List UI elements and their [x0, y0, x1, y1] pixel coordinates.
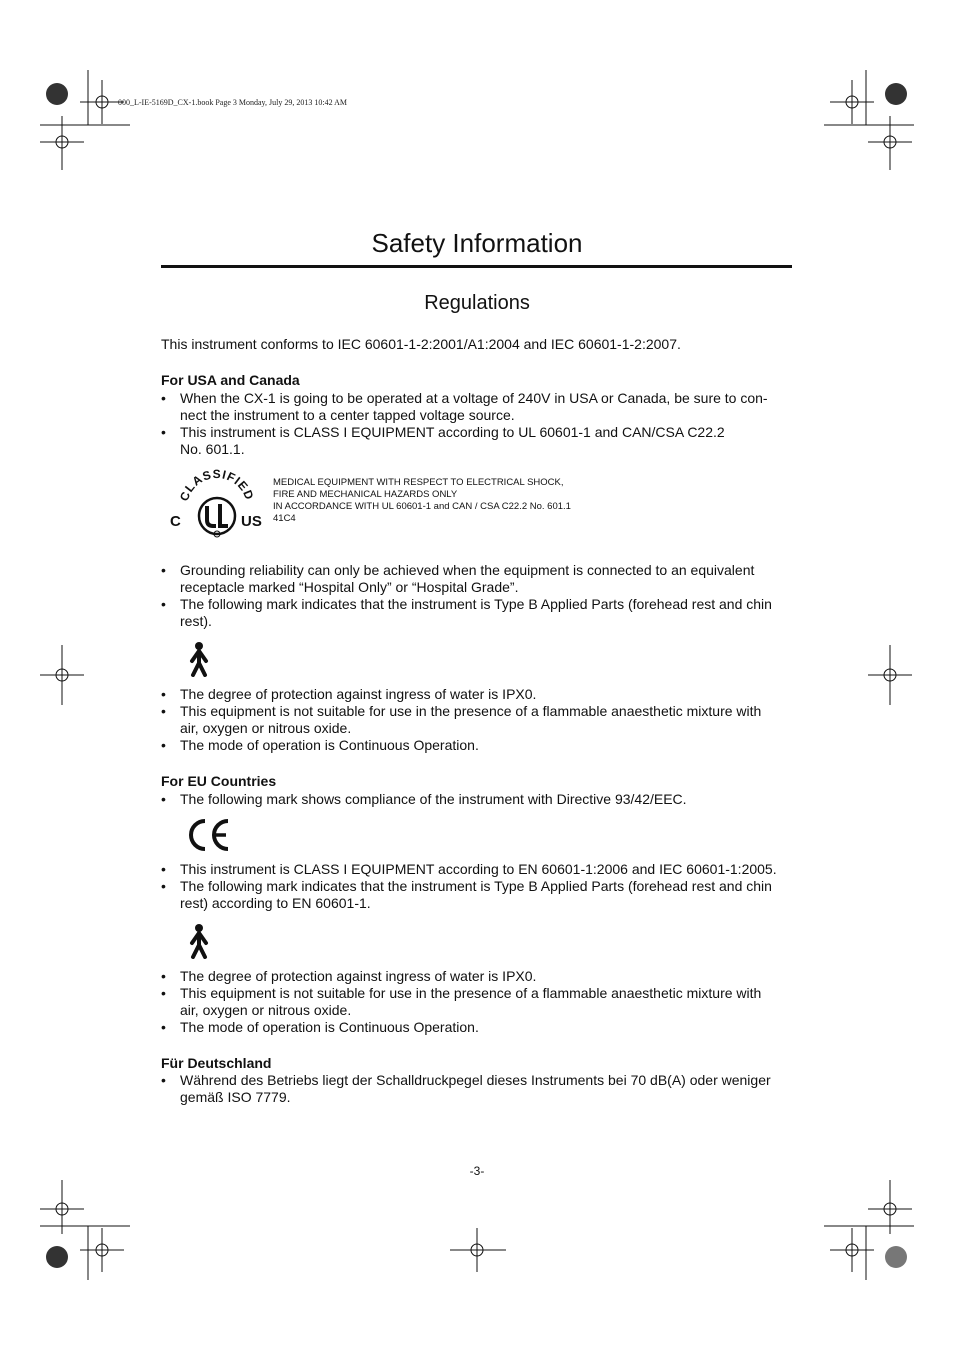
eu-heading: For EU Countries	[161, 773, 277, 789]
ul-classified-mark	[169, 468, 264, 540]
ul-mark-text	[273, 477, 571, 525]
type-b-applied-part-icon	[186, 923, 212, 959]
bullet-item: • The mode of operation is Continuous Operation.	[161, 1019, 801, 1036]
svg-text:C: C	[170, 513, 181, 530]
bullet-item: • The degree of protection against ingress of water is IPX0.	[161, 968, 801, 985]
bullet-item: • Während des Betriebs liegt der Schalldruckpegel dieses Instruments bei 70 dB(A) oder weniger gemäß ISO 7779.	[161, 1072, 801, 1106]
bullet-item: • This instrument is CLASS I EQUIPMENT according to EN 60601-1:2006 and IEC 60601-1:2005.	[161, 861, 801, 878]
intro-paragraph: This instrument conforms to IEC 60601-1-2:2001/A1:2004 and IEC 60601-1-2:2007.	[161, 336, 681, 352]
ul-mark-line: FIRE AND MECHANICAL HAZARDS ONLY	[273, 489, 458, 500]
bullet-item: • The degree of protection against ingress of water is IPX0.	[161, 686, 801, 703]
bullet-item: • The following mark indicates that the instrument is Type B Applied Parts (forehead rest and chin rest) according to EN 60601-1.	[161, 878, 801, 912]
bullet-item: • The following mark indicates that the instrument is Type B Applied Parts (forehead rest and chin rest).	[161, 596, 801, 630]
bullet-item: • This instrument is CLASS I EQUIPMENT according to UL 60601-1 and CAN/CSA C22.2 No. 601.1.	[161, 424, 801, 458]
bullet-item: • The following mark shows compliance of the instrument with Directive 93/42/EEC.	[161, 791, 801, 808]
eu-bullets-b	[161, 861, 801, 912]
usa-bullets-c	[161, 686, 801, 754]
eu-bullets-a	[161, 791, 801, 808]
print-header: 000_L-IE-5169D_CX-1.book Page 3 Monday, July 29, 2013 10:42 AM	[118, 98, 348, 107]
ul-mark-line: MEDICAL EQUIPMENT WITH RESPECT TO ELECTRICAL SHOCK,	[273, 477, 564, 488]
bullet-item: • This equipment is not suitable for use in the presence of a flammable anaesthetic mixture with air, oxygen or nitrous oxide.	[161, 703, 801, 737]
ul-mark-line: IN ACCORDANCE WITH UL 60601-1 and CAN / CSA C22.2 No. 601.1	[273, 501, 571, 512]
type-b-applied-part-icon	[186, 641, 212, 677]
bullet-item: • The mode of operation is Continuous Operation.	[161, 737, 801, 754]
page-number: -3-	[469, 1164, 485, 1178]
bullet-item: • When the CX-1 is going to be operated at a voltage of 240V in USA or Canada, be sure to con- nect the instrument to a center tapped voltage source.	[161, 390, 801, 424]
ce-mark-icon	[186, 818, 232, 852]
de-heading: Für Deutschland	[161, 1055, 272, 1071]
ul-mark-line: 41C4	[273, 513, 296, 524]
svg-text:US: US	[241, 513, 262, 530]
usa-bullets-b	[161, 562, 801, 630]
usa-heading: For USA and Canada	[161, 372, 300, 388]
title-rule	[161, 265, 792, 268]
bullet-item: • This equipment is not suitable for use in the presence of a flammable anaesthetic mixture with air, oxygen or nitrous oxide.	[161, 985, 801, 1019]
de-bullets	[161, 1072, 801, 1106]
usa-bullets-a	[161, 390, 801, 458]
page-title: Safety Information	[371, 228, 583, 258]
section-title: Regulations	[424, 292, 530, 314]
eu-bullets-c	[161, 968, 801, 1036]
bullet-item: • Grounding reliability can only be achieved when the equipment is connected to an equivalent receptacle marked “Hospital Only” or “Hospital Grade”.	[161, 562, 801, 596]
ul-classified-text: CLASSIFIED	[176, 468, 257, 503]
